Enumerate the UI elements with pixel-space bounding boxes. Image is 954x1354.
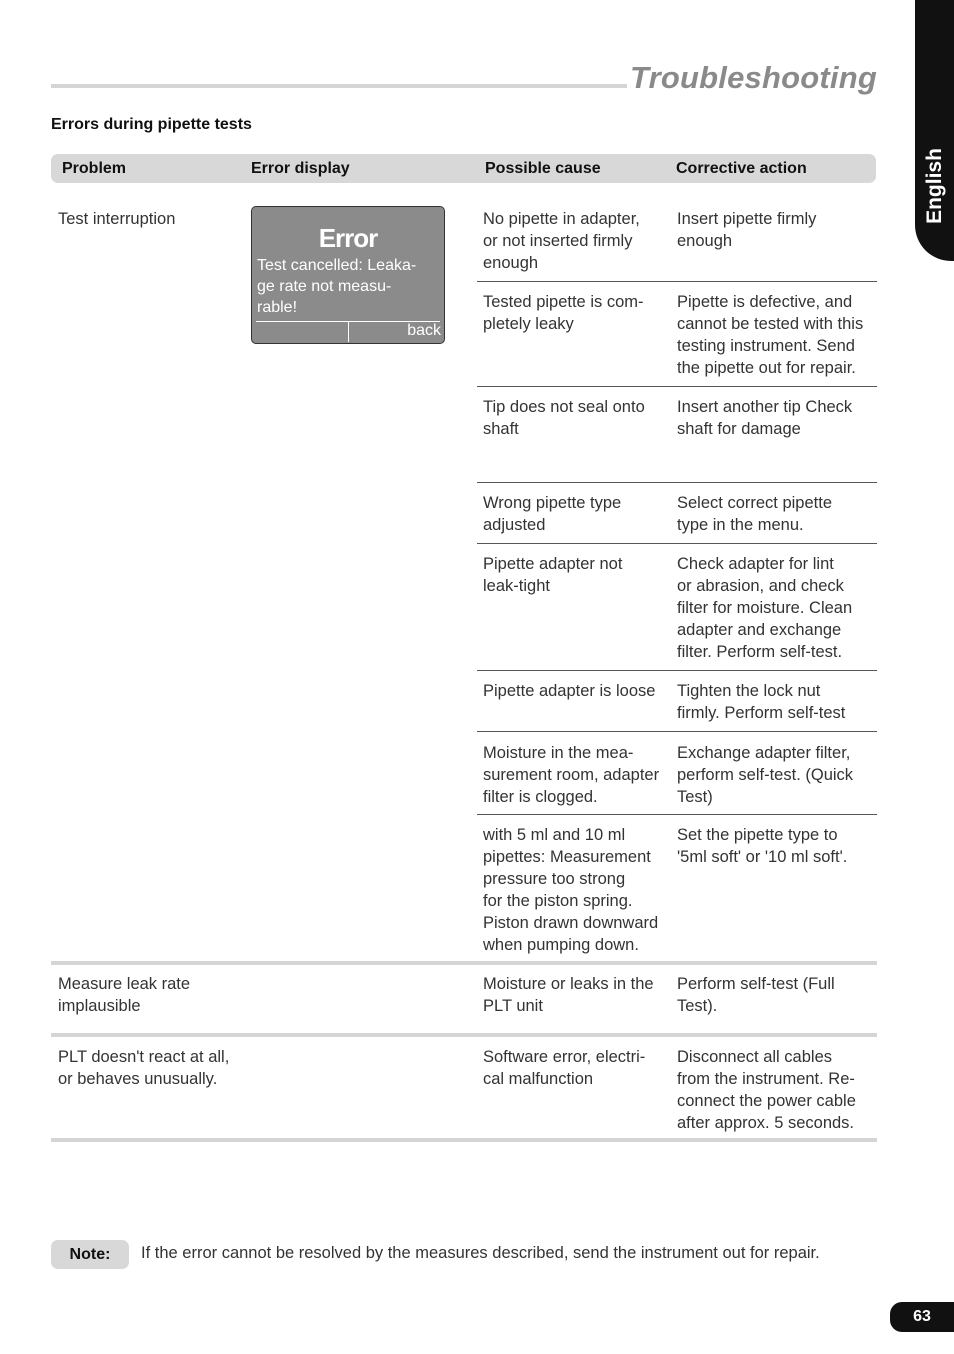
row-separator [477,386,877,387]
language-tab [915,0,954,261]
problem-cell: Test interruption [58,210,176,228]
cause-cell: Moisture or leaks in the PLT unit [483,975,654,1015]
problem-cell: Measure leak rate implausible [58,975,191,1015]
action-cell: Disconnect all cables from the instrument. Re- connect the power cable after approx. 5 seconds. [677,1048,856,1132]
row-separator [477,482,877,483]
action-cell: Insert another tip Check shaft for damage [677,398,853,438]
header-corrective-action: Corrective action [676,160,807,177]
cause-cell: Moisture in the mea- surement room, adapter filter is clogged. [483,744,660,806]
group-separator [51,961,877,965]
error-display-message: Test cancelled: Leaka- ge rate not measu- rable! [257,257,417,316]
header-error-display: Error display [251,160,350,177]
cause-cell: Software error, electri- cal malfunction [483,1048,646,1088]
cause-cell: with 5 ml and 10 ml pipettes: Measurement pressure too strong for the piston spring. Piston drawn downward when pumping down. [483,826,659,954]
cause-cell: Pipette adapter is loose [483,682,656,700]
cause-cell: Wrong pipette type adjusted [483,494,622,534]
action-cell: Check adapter for lint or abrasion, and check filter for moisture. Clean adapter and exchange filter. Perform self-test. [677,555,853,661]
error-display-back-softkey: back [407,322,441,339]
page-number: 63 [890,1302,954,1332]
table-bottom-rule [51,1138,877,1142]
row-separator [477,281,877,282]
cause-cell: Tested pipette is com- pletely leaky [483,293,644,333]
error-display-title: Error [318,223,378,253]
group-separator [51,1033,877,1037]
action-cell: Pipette is defective, and cannot be tested with this testing instrument. Send the pipette out for repair. [677,293,864,377]
problem-cell: PLT doesn't react at all, or behaves unusually. [58,1048,230,1088]
header-problem: Problem [62,160,127,177]
row-separator [477,670,877,671]
action-cell: Exchange adapter filter, perform self-test. (Quick Test) [677,744,854,806]
header-rule [51,84,627,88]
error-display-screen [251,206,445,344]
action-cell: Select correct pipette type in the menu. [677,494,832,534]
action-cell: Tighten the lock nut firmly. Perform self-test [677,682,846,722]
page-title: Troubleshooting [630,60,877,95]
header-possible-cause: Possible cause [485,160,601,177]
action-cell: Perform self-test (Full Test). [677,975,835,1015]
error-display-softkey-divider [348,322,349,342]
language-tab-label: English [922,148,946,224]
action-cell: Set the pipette type to '5ml soft' or '10 ml soft'. [677,826,848,866]
table-header [51,154,876,183]
cause-cell: Pipette adapter not leak-tight [483,555,623,595]
row-separator [477,731,877,732]
action-cell: Insert pipette firmly enough [677,210,817,250]
row-separator [477,543,877,544]
row-separator [477,814,877,815]
section-heading: Errors during pipette tests [51,116,252,133]
note-label: Note: [51,1240,129,1269]
cause-cell: No pipette in adapter, or not inserted firmly enough [483,210,640,272]
note-text: If the error cannot be resolved by the measures described, send the instrument out for repair. [141,1244,820,1262]
cause-cell: Tip does not seal onto shaft [483,398,645,438]
